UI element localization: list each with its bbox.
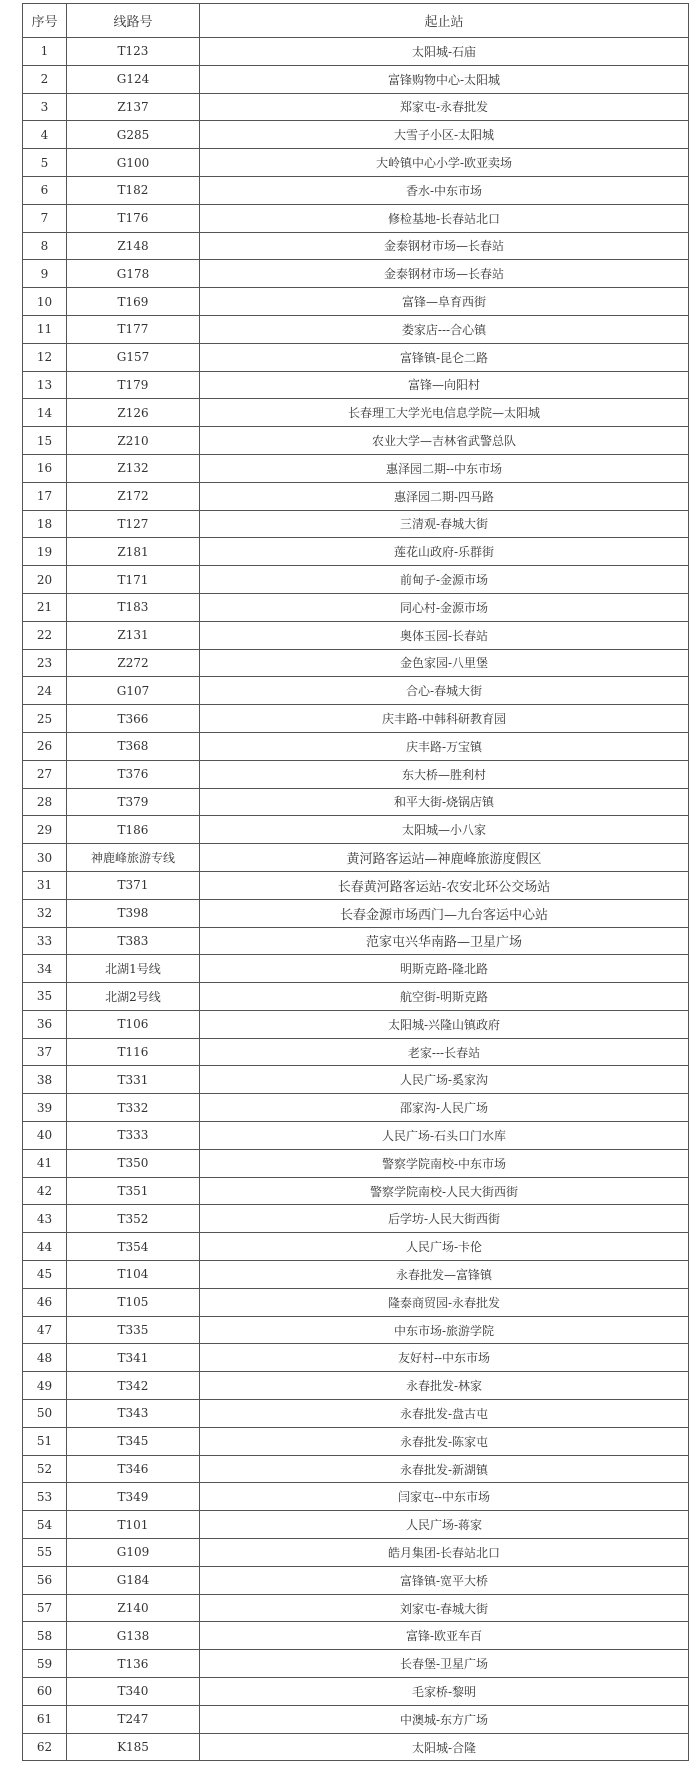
cell-route-number: Z131 <box>67 621 200 649</box>
table-row <box>23 482 689 510</box>
cell-index: 3 <box>23 93 67 121</box>
cell-index: 43 <box>23 1205 67 1233</box>
table-row <box>23 1705 689 1733</box>
table-row <box>23 1010 689 1038</box>
table-row <box>23 399 689 427</box>
cell-index: 21 <box>23 593 67 621</box>
table-row <box>23 232 689 260</box>
cell-route-number: T332 <box>67 1094 200 1122</box>
cell-index: 16 <box>23 454 67 482</box>
cell-stations: 永春批发-陈家屯 <box>200 1427 689 1455</box>
cell-route-number: T350 <box>67 1149 200 1177</box>
cell-stations: 太阳城-合隆 <box>200 1733 689 1761</box>
cell-stations: 闫家屯--中东市场 <box>200 1483 689 1511</box>
cell-index: 13 <box>23 371 67 399</box>
cell-stations: 娄家店---合心镇 <box>200 315 689 343</box>
cell-route-number: T368 <box>67 732 200 760</box>
cell-route-number: T104 <box>67 1261 200 1289</box>
cell-stations: 大雪子小区-太阳城 <box>200 121 689 149</box>
table-row <box>23 1566 689 1594</box>
table-row <box>23 1122 689 1150</box>
cell-index: 46 <box>23 1288 67 1316</box>
cell-route-number: Z126 <box>67 399 200 427</box>
table-row <box>23 1316 689 1344</box>
cell-index: 24 <box>23 677 67 705</box>
cell-index: 60 <box>23 1678 67 1706</box>
table-row <box>23 955 689 983</box>
table-row <box>23 844 689 872</box>
table-row <box>23 649 689 677</box>
cell-stations: 皓月集团-长春站北口 <box>200 1539 689 1567</box>
cell-index: 52 <box>23 1455 67 1483</box>
cell-index: 53 <box>23 1483 67 1511</box>
cell-stations: 金泰钢材市场—长春站 <box>200 260 689 288</box>
cell-stations: 富锋—向阳村 <box>200 371 689 399</box>
table-row <box>23 315 689 343</box>
cell-index: 56 <box>23 1566 67 1594</box>
cell-route-number: T398 <box>67 899 200 927</box>
cell-route-number: T379 <box>67 788 200 816</box>
cell-route-number: T331 <box>67 1066 200 1094</box>
cell-route-number: T179 <box>67 371 200 399</box>
cell-route-number: T247 <box>67 1705 200 1733</box>
cell-index: 57 <box>23 1594 67 1622</box>
cell-route-number: G285 <box>67 121 200 149</box>
table-row <box>23 760 689 788</box>
cell-route-number: T182 <box>67 176 200 204</box>
table-row <box>23 1372 689 1400</box>
header-stations: 起止站 <box>200 4 689 38</box>
cell-route-number: T351 <box>67 1177 200 1205</box>
bus-route-table-container <box>22 3 688 1761</box>
table-row <box>23 149 689 177</box>
cell-stations: 人民广场-卡伦 <box>200 1233 689 1261</box>
table-row <box>23 1678 689 1706</box>
cell-stations: 长春黄河路客运站-农安北环公交场站 <box>200 871 689 899</box>
cell-route-number: T101 <box>67 1511 200 1539</box>
cell-index: 40 <box>23 1122 67 1150</box>
cell-index: 8 <box>23 232 67 260</box>
cell-route-number: 神鹿峰旅游专线 <box>67 844 200 872</box>
cell-route-number: G100 <box>67 149 200 177</box>
header-route-number: 线路号 <box>67 4 200 38</box>
cell-route-number: Z140 <box>67 1594 200 1622</box>
table-row <box>23 1511 689 1539</box>
cell-index: 37 <box>23 1038 67 1066</box>
cell-stations: 邵家沟-人民广场 <box>200 1094 689 1122</box>
cell-route-number: G138 <box>67 1622 200 1650</box>
table-row <box>23 1149 689 1177</box>
cell-index: 12 <box>23 343 67 371</box>
cell-route-number: 北湖1号线 <box>67 955 200 983</box>
cell-route-number: T116 <box>67 1038 200 1066</box>
cell-index: 47 <box>23 1316 67 1344</box>
cell-index: 48 <box>23 1344 67 1372</box>
cell-route-number: Z172 <box>67 482 200 510</box>
cell-route-number: G157 <box>67 343 200 371</box>
cell-route-number: Z137 <box>67 93 200 121</box>
cell-stations: 富锋镇-宽平大桥 <box>200 1566 689 1594</box>
table-row <box>23 343 689 371</box>
cell-stations: 长春理工大学光电信息学院—太阳城 <box>200 399 689 427</box>
cell-route-number: T371 <box>67 871 200 899</box>
cell-route-number: T335 <box>67 1316 200 1344</box>
cell-index: 41 <box>23 1149 67 1177</box>
cell-route-number: T177 <box>67 315 200 343</box>
cell-stations: 警察学院南校-人民大街西街 <box>200 1177 689 1205</box>
cell-index: 6 <box>23 176 67 204</box>
table-row <box>23 121 689 149</box>
cell-stations: 永春批发-盘古屯 <box>200 1400 689 1428</box>
bus-route-table <box>22 3 689 1761</box>
cell-stations: 长春金源市场西门—九台客运中心站 <box>200 899 689 927</box>
table-row <box>23 899 689 927</box>
cell-stations: 香水-中东市场 <box>200 176 689 204</box>
table-row <box>23 788 689 816</box>
table-row <box>23 371 689 399</box>
cell-index: 38 <box>23 1066 67 1094</box>
cell-stations: 后学坊-人民大街西街 <box>200 1205 689 1233</box>
cell-stations: 农业大学—吉林省武警总队 <box>200 427 689 455</box>
cell-stations: 范家屯兴华南路—卫星广场 <box>200 927 689 955</box>
cell-route-number: T376 <box>67 760 200 788</box>
cell-stations: 庆丰路-中韩科研教育园 <box>200 705 689 733</box>
cell-index: 45 <box>23 1261 67 1289</box>
table-row <box>23 1594 689 1622</box>
cell-route-number: K185 <box>67 1733 200 1761</box>
table-row <box>23 510 689 538</box>
table-row <box>23 1539 689 1567</box>
cell-stations: 太阳城-兴隆山镇政府 <box>200 1010 689 1038</box>
cell-index: 7 <box>23 204 67 232</box>
cell-stations: 警察学院南校-中东市场 <box>200 1149 689 1177</box>
table-row <box>23 38 689 66</box>
cell-stations: 金色家园-八里堡 <box>200 649 689 677</box>
table-row <box>23 1288 689 1316</box>
cell-route-number: T352 <box>67 1205 200 1233</box>
table-row <box>23 260 689 288</box>
cell-index: 49 <box>23 1372 67 1400</box>
cell-route-number: T340 <box>67 1678 200 1706</box>
table-row <box>23 705 689 733</box>
cell-index: 36 <box>23 1010 67 1038</box>
table-row <box>23 1066 689 1094</box>
cell-index: 55 <box>23 1539 67 1567</box>
cell-stations: 老家---长春站 <box>200 1038 689 1066</box>
cell-route-number: T346 <box>67 1455 200 1483</box>
cell-route-number: T343 <box>67 1400 200 1428</box>
cell-index: 25 <box>23 705 67 733</box>
cell-stations: 同心村-金源市场 <box>200 593 689 621</box>
cell-stations: 航空街-明斯克路 <box>200 983 689 1011</box>
table-row <box>23 983 689 1011</box>
cell-stations: 人民广场-蒋家 <box>200 1511 689 1539</box>
table-row <box>23 1344 689 1372</box>
cell-route-number: T341 <box>67 1344 200 1372</box>
cell-stations: 人民广场-奚家沟 <box>200 1066 689 1094</box>
cell-index: 23 <box>23 649 67 677</box>
cell-route-number: T127 <box>67 510 200 538</box>
cell-stations: 人民广场-石头口门水库 <box>200 1122 689 1150</box>
table-body <box>23 38 689 1761</box>
cell-index: 19 <box>23 538 67 566</box>
cell-stations: 前甸子-金源市场 <box>200 566 689 594</box>
cell-route-number: G184 <box>67 1566 200 1594</box>
cell-stations: 富锋购物中心-太阳城 <box>200 65 689 93</box>
cell-index: 59 <box>23 1650 67 1678</box>
table-row <box>23 427 689 455</box>
cell-index: 2 <box>23 65 67 93</box>
table-row <box>23 176 689 204</box>
cell-stations: 惠泽园二期--中东市场 <box>200 454 689 482</box>
cell-route-number: Z181 <box>67 538 200 566</box>
cell-route-number: Z210 <box>67 427 200 455</box>
cell-index: 58 <box>23 1622 67 1650</box>
table-row <box>23 1483 689 1511</box>
cell-stations: 永春批发—富锋镇 <box>200 1261 689 1289</box>
cell-index: 18 <box>23 510 67 538</box>
table-row <box>23 1205 689 1233</box>
cell-index: 9 <box>23 260 67 288</box>
table-row <box>23 1261 689 1289</box>
table-row <box>23 288 689 316</box>
cell-index: 11 <box>23 315 67 343</box>
cell-route-number: T333 <box>67 1122 200 1150</box>
cell-stations: 永春批发-林家 <box>200 1372 689 1400</box>
cell-index: 29 <box>23 816 67 844</box>
header-index: 序号 <box>23 4 67 38</box>
cell-stations: 太阳城—小八家 <box>200 816 689 844</box>
cell-route-number: T383 <box>67 927 200 955</box>
table-row <box>23 1455 689 1483</box>
cell-index: 35 <box>23 983 67 1011</box>
cell-route-number: T171 <box>67 566 200 594</box>
cell-route-number: Z148 <box>67 232 200 260</box>
cell-index: 34 <box>23 955 67 983</box>
table-row <box>23 93 689 121</box>
table-row <box>23 593 689 621</box>
cell-stations: 隆泰商贸园-永春批发 <box>200 1288 689 1316</box>
cell-stations: 明斯克路-隆北路 <box>200 955 689 983</box>
cell-route-number: T169 <box>67 288 200 316</box>
table-header <box>23 4 689 38</box>
cell-route-number: T183 <box>67 593 200 621</box>
table-row <box>23 454 689 482</box>
cell-index: 54 <box>23 1511 67 1539</box>
cell-stations: 太阳城-石庙 <box>200 38 689 66</box>
table-row <box>23 566 689 594</box>
table-row <box>23 1177 689 1205</box>
table-row <box>23 1427 689 1455</box>
cell-route-number: 北湖2号线 <box>67 983 200 1011</box>
cell-index: 26 <box>23 732 67 760</box>
cell-route-number: T366 <box>67 705 200 733</box>
cell-index: 22 <box>23 621 67 649</box>
table-row <box>23 732 689 760</box>
cell-stations: 莲花山政府-乐群街 <box>200 538 689 566</box>
cell-route-number: G109 <box>67 1539 200 1567</box>
cell-route-number: T342 <box>67 1372 200 1400</box>
cell-stations: 永春批发-新湖镇 <box>200 1455 689 1483</box>
cell-index: 4 <box>23 121 67 149</box>
cell-route-number: Z272 <box>67 649 200 677</box>
table-row <box>23 204 689 232</box>
table-row <box>23 538 689 566</box>
cell-index: 51 <box>23 1427 67 1455</box>
cell-stations: 大岭镇中心小学-欧亚卖场 <box>200 149 689 177</box>
cell-stations: 合心-春城大街 <box>200 677 689 705</box>
cell-route-number: T123 <box>67 38 200 66</box>
cell-route-number: T136 <box>67 1650 200 1678</box>
table-row <box>23 1094 689 1122</box>
cell-stations: 刘家屯-春城大街 <box>200 1594 689 1622</box>
cell-index: 27 <box>23 760 67 788</box>
cell-route-number: G124 <box>67 65 200 93</box>
cell-index: 50 <box>23 1400 67 1428</box>
cell-stations: 庆丰路-万宝镇 <box>200 732 689 760</box>
cell-route-number: T105 <box>67 1288 200 1316</box>
cell-index: 31 <box>23 871 67 899</box>
cell-stations: 郑家屯-永春批发 <box>200 93 689 121</box>
cell-index: 61 <box>23 1705 67 1733</box>
cell-route-number: G178 <box>67 260 200 288</box>
cell-index: 14 <box>23 399 67 427</box>
cell-stations: 长春堡-卫星广场 <box>200 1650 689 1678</box>
cell-stations: 金泰钢材市场—长春站 <box>200 232 689 260</box>
cell-index: 62 <box>23 1733 67 1761</box>
cell-index: 15 <box>23 427 67 455</box>
cell-stations: 黄河路客运站—神鹿峰旅游度假区 <box>200 844 689 872</box>
cell-index: 44 <box>23 1233 67 1261</box>
cell-index: 20 <box>23 566 67 594</box>
cell-index: 39 <box>23 1094 67 1122</box>
cell-index: 10 <box>23 288 67 316</box>
cell-stations: 富锋—阜育西街 <box>200 288 689 316</box>
cell-index: 33 <box>23 927 67 955</box>
cell-route-number: T345 <box>67 1427 200 1455</box>
cell-stations: 友好村--中东市场 <box>200 1344 689 1372</box>
cell-stations: 和平大街-烧锅店镇 <box>200 788 689 816</box>
cell-stations: 毛家桥-黎明 <box>200 1678 689 1706</box>
cell-route-number: Z132 <box>67 454 200 482</box>
cell-stations: 中东市场-旅游学院 <box>200 1316 689 1344</box>
table-row <box>23 1400 689 1428</box>
table-row <box>23 1038 689 1066</box>
table-row <box>23 927 689 955</box>
table-row <box>23 621 689 649</box>
cell-index: 42 <box>23 1177 67 1205</box>
cell-index: 1 <box>23 38 67 66</box>
cell-stations: 修检基地-长春站北口 <box>200 204 689 232</box>
cell-route-number: G107 <box>67 677 200 705</box>
cell-route-number: T186 <box>67 816 200 844</box>
cell-stations: 三清观-春城大街 <box>200 510 689 538</box>
cell-stations: 富锋-欧亚车百 <box>200 1622 689 1650</box>
cell-stations: 中澳城-东方广场 <box>200 1705 689 1733</box>
table-row <box>23 1233 689 1261</box>
header-row <box>23 4 689 38</box>
cell-route-number: T354 <box>67 1233 200 1261</box>
table-row <box>23 816 689 844</box>
table-row <box>23 1622 689 1650</box>
table-row <box>23 871 689 899</box>
cell-index: 5 <box>23 149 67 177</box>
table-row <box>23 1650 689 1678</box>
cell-route-number: T176 <box>67 204 200 232</box>
cell-index: 32 <box>23 899 67 927</box>
cell-index: 17 <box>23 482 67 510</box>
cell-route-number: T349 <box>67 1483 200 1511</box>
cell-stations: 奥体玉园-长春站 <box>200 621 689 649</box>
cell-index: 28 <box>23 788 67 816</box>
cell-route-number: T106 <box>67 1010 200 1038</box>
cell-index: 30 <box>23 844 67 872</box>
table-row <box>23 1733 689 1761</box>
cell-stations: 惠泽园二期-四马路 <box>200 482 689 510</box>
table-row <box>23 677 689 705</box>
cell-stations: 东大桥—胜利村 <box>200 760 689 788</box>
cell-stations: 富锋镇-昆仑二路 <box>200 343 689 371</box>
table-row <box>23 65 689 93</box>
